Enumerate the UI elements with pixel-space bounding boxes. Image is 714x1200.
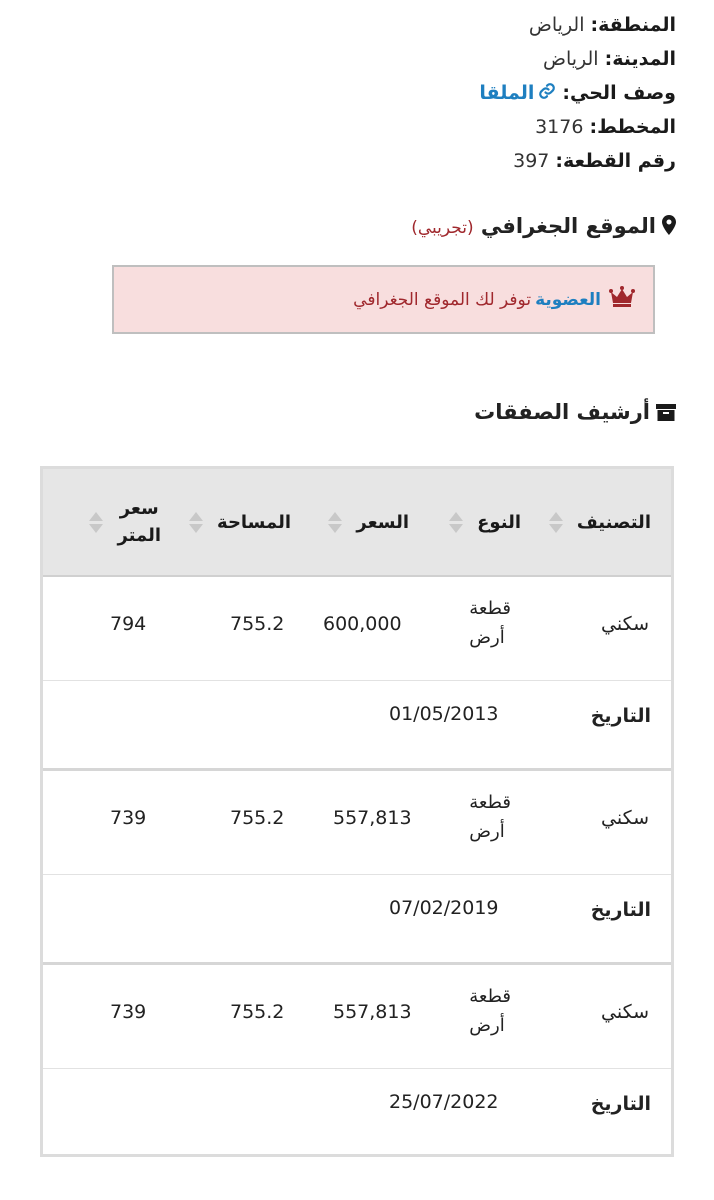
archive-title-text: أرشيف الصفقات [474, 400, 650, 424]
transactions-table [40, 466, 674, 1157]
plan-row [36, 110, 676, 144]
sort-icon [449, 512, 463, 533]
geo-location-heading [411, 214, 676, 240]
category-cell: سكني [601, 807, 649, 829]
area-cell: 755.2 [230, 1001, 285, 1023]
district-link[interactable] [479, 82, 556, 104]
date-label: التاريخ [590, 1093, 651, 1115]
price-cell: 557,813 [333, 1001, 412, 1023]
type-header-label: النوع [477, 511, 521, 533]
district-row [36, 76, 676, 110]
map-pin-icon [662, 215, 676, 240]
date-value: 07/02/2019 [389, 897, 499, 919]
ppm-header-label: سعر المتر [117, 498, 161, 546]
table-row [43, 771, 671, 965]
archive-box-icon [656, 402, 676, 426]
price-cell: 557,813 [333, 807, 412, 829]
crown-icon [609, 286, 635, 313]
category-cell: سكني [601, 1001, 649, 1023]
membership-alert [112, 265, 655, 334]
membership-link[interactable]: العضوية [535, 289, 601, 310]
region-label: المنطقة: [590, 14, 676, 36]
district-label: وصف الحي: [562, 82, 676, 104]
sort-icon [89, 512, 103, 533]
type-cell: قطعة أرض [469, 792, 511, 842]
price-header-label: السعر [356, 511, 409, 533]
table-header [43, 469, 671, 577]
sort-icon [328, 512, 342, 533]
date-value: 01/05/2013 [389, 703, 499, 725]
plot-row [36, 144, 676, 178]
ppm-cell: 739 [110, 807, 147, 829]
type-cell: قطعة أرض [469, 986, 511, 1036]
category-cell: سكني [601, 613, 649, 635]
table-row [43, 577, 671, 771]
date-label: التاريخ [590, 705, 651, 727]
row-main [43, 771, 671, 875]
alert-text: توفر لك الموقع الجغرافي [353, 289, 532, 310]
plot-label: رقم القطعة: [555, 150, 676, 172]
trial-badge: (تجريبي) [411, 218, 474, 238]
sort-icon [549, 512, 563, 533]
date-row [43, 1069, 671, 1159]
date-row [43, 681, 671, 771]
area-cell: 755.2 [230, 613, 285, 635]
archive-heading [474, 400, 676, 426]
district-value: الملقا [479, 82, 535, 104]
table-row [43, 965, 671, 1159]
city-label: المدينة: [604, 48, 676, 70]
plan-label: المخطط: [589, 116, 676, 138]
column-header-area[interactable] [189, 469, 291, 575]
plan-value: 3176 [535, 116, 584, 138]
ppm-cell: 739 [110, 1001, 147, 1023]
date-label: التاريخ [590, 899, 651, 921]
area-header-label: المساحة [217, 511, 291, 533]
region-value: الرياض [528, 14, 585, 36]
area-cell: 755.2 [230, 807, 285, 829]
category-header-label: التصنيف [576, 511, 651, 533]
link-icon [538, 77, 556, 111]
plot-value: 397 [513, 150, 550, 172]
region-row [36, 8, 676, 42]
city-row [36, 42, 676, 76]
column-header-type[interactable] [449, 469, 521, 575]
date-value: 25/07/2022 [389, 1091, 499, 1113]
city-value: الرياض [542, 48, 599, 70]
row-main [43, 577, 671, 681]
row-main [43, 965, 671, 1069]
property-info [36, 8, 676, 178]
column-header-price-per-meter[interactable] [89, 469, 161, 575]
type-cell: قطعة أرض [469, 598, 511, 648]
ppm-cell: 794 [110, 613, 147, 635]
sort-icon [189, 512, 203, 533]
date-row [43, 875, 671, 965]
price-cell: 600,000 [323, 613, 402, 635]
column-header-price[interactable] [328, 469, 409, 575]
column-header-category[interactable] [549, 469, 651, 575]
geo-title-text: الموقع الجغرافي [480, 214, 656, 238]
